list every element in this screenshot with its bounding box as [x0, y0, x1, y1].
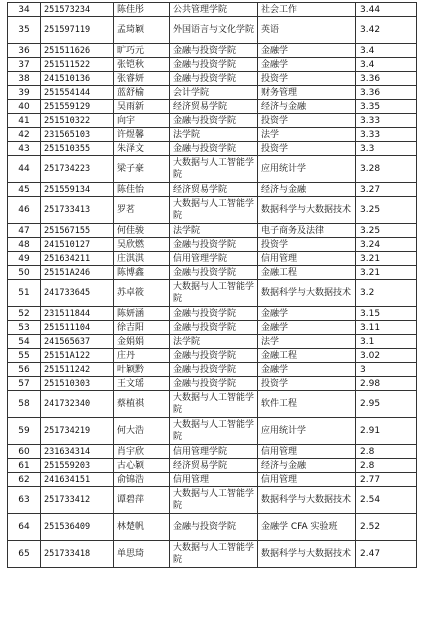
cell-student-name: 王文瑶: [114, 377, 170, 391]
table-row: [8, 72, 417, 86]
cell-score: 3.21: [356, 252, 417, 266]
cell-major: 电子商务及法律: [258, 224, 356, 238]
cell-major: 金融学 CFA 实验班: [258, 514, 356, 541]
cell-score: 2.54: [356, 487, 417, 514]
table-row: [8, 266, 417, 280]
cell-student-id: 241634151: [41, 473, 114, 487]
cell-number: 58: [8, 391, 41, 418]
cell-number: 40: [8, 100, 41, 114]
cell-score: 3.15: [356, 307, 417, 321]
table-row: [8, 86, 417, 100]
cell-student-name: 朱泽文: [114, 142, 170, 156]
table-row: [8, 58, 417, 72]
cell-student-id: 251510322: [41, 114, 114, 128]
cell-student-id: 251511522: [41, 58, 114, 72]
cell-number: 35: [8, 17, 41, 44]
cell-college: 金融与投资学院: [170, 321, 258, 335]
cell-college: 金融与投资学院: [170, 349, 258, 363]
cell-college: 外国语言与文化学院: [170, 17, 258, 44]
table-row: [8, 100, 417, 114]
table-row: [8, 307, 417, 321]
cell-major: 信用管理: [258, 473, 356, 487]
cell-score: 3.25: [356, 197, 417, 224]
cell-score: 2.8: [356, 459, 417, 473]
cell-number: 60: [8, 445, 41, 459]
cell-student-id: 251597119: [41, 17, 114, 44]
cell-college: 金融与投资学院: [170, 114, 258, 128]
cell-student-name: 张铠秋: [114, 58, 170, 72]
cell-student-name: 吴欣燃: [114, 238, 170, 252]
cell-major: 信用管理: [258, 445, 356, 459]
table-row: [8, 44, 417, 58]
cell-student-name: 张睿妍: [114, 72, 170, 86]
cell-college: 金融与投资学院: [170, 58, 258, 72]
cell-number: 52: [8, 307, 41, 321]
table-row: [8, 183, 417, 197]
cell-student-id: 251733418: [41, 541, 114, 568]
cell-number: 63: [8, 487, 41, 514]
cell-number: 64: [8, 514, 41, 541]
table-row: [8, 459, 417, 473]
cell-major: 投资学: [258, 114, 356, 128]
cell-score: 3.02: [356, 349, 417, 363]
cell-student-id: 241510127: [41, 238, 114, 252]
cell-student-name: 许煜馨: [114, 128, 170, 142]
cell-number: 43: [8, 142, 41, 156]
cell-student-name: 陈佳彤: [114, 3, 170, 17]
cell-number: 42: [8, 128, 41, 142]
cell-score: 2.8: [356, 445, 417, 459]
student-ranking-sheet: [7, 2, 417, 568]
cell-college: 大数据与人工智能学院: [170, 156, 258, 183]
cell-college: 大数据与人工智能学院: [170, 541, 258, 568]
cell-college: 大数据与人工智能学院: [170, 280, 258, 307]
cell-number: 44: [8, 156, 41, 183]
cell-student-name: 何佳骏: [114, 224, 170, 238]
cell-student-name: 陈妍涵: [114, 307, 170, 321]
cell-number: 41: [8, 114, 41, 128]
cell-student-id: 25151A246: [41, 266, 114, 280]
cell-number: 51: [8, 280, 41, 307]
cell-student-name: 陈佳怡: [114, 183, 170, 197]
cell-number: 57: [8, 377, 41, 391]
table-row: [8, 514, 417, 541]
cell-college: 金融与投资学院: [170, 238, 258, 252]
cell-number: 34: [8, 3, 41, 17]
cell-major: 软件工程: [258, 391, 356, 418]
cell-score: 3.25: [356, 224, 417, 238]
table-row: [8, 349, 417, 363]
cell-major: 金融学: [258, 58, 356, 72]
cell-score: 2.98: [356, 377, 417, 391]
table-row: [8, 197, 417, 224]
table-row: [8, 114, 417, 128]
cell-student-id: 251559203: [41, 459, 114, 473]
table-row: [8, 280, 417, 307]
cell-student-id: 251573234: [41, 3, 114, 17]
cell-score: 3.24: [356, 238, 417, 252]
cell-major: 经济与金融: [258, 100, 356, 114]
cell-college: 金融与投资学院: [170, 44, 258, 58]
cell-student-id: 241510136: [41, 72, 114, 86]
cell-number: 46: [8, 197, 41, 224]
cell-major: 金融工程: [258, 266, 356, 280]
cell-student-id: 251733413: [41, 197, 114, 224]
cell-student-name: 单思琦: [114, 541, 170, 568]
cell-student-name: 罗茗: [114, 197, 170, 224]
cell-score: 3.2: [356, 280, 417, 307]
cell-score: 2.95: [356, 391, 417, 418]
cell-number: 49: [8, 252, 41, 266]
cell-score: 2.77: [356, 473, 417, 487]
cell-number: 36: [8, 44, 41, 58]
cell-student-name: 庄丹: [114, 349, 170, 363]
table-row: [8, 142, 417, 156]
cell-student-id: 251734223: [41, 156, 114, 183]
table-row: [8, 363, 417, 377]
cell-number: 47: [8, 224, 41, 238]
cell-college: 金融与投资学院: [170, 266, 258, 280]
cell-major: 投资学: [258, 377, 356, 391]
cell-student-name: 叶颖黔: [114, 363, 170, 377]
cell-college: 经济贸易学院: [170, 459, 258, 473]
cell-student-id: 251536409: [41, 514, 114, 541]
cell-student-id: 251559129: [41, 100, 114, 114]
cell-score: 3.28: [356, 156, 417, 183]
cell-student-id: 251511242: [41, 363, 114, 377]
cell-score: 3.11: [356, 321, 417, 335]
cell-college: 金融与投资学院: [170, 142, 258, 156]
table-body: [8, 3, 417, 568]
cell-number: 59: [8, 418, 41, 445]
cell-student-id: 251554144: [41, 86, 114, 100]
cell-student-id: 251734219: [41, 418, 114, 445]
cell-student-id: 251559134: [41, 183, 114, 197]
cell-college: 公共管理学院: [170, 3, 258, 17]
cell-student-id: 25151A122: [41, 349, 114, 363]
cell-number: 65: [8, 541, 41, 568]
cell-major: 英语: [258, 17, 356, 44]
cell-number: 61: [8, 459, 41, 473]
cell-college: 会计学院: [170, 86, 258, 100]
cell-score: 3.36: [356, 72, 417, 86]
cell-major: 应用统计学: [258, 156, 356, 183]
cell-student-id: 231634314: [41, 445, 114, 459]
cell-major: 金融学: [258, 307, 356, 321]
table-row: [8, 377, 417, 391]
cell-college: 金融与投资学院: [170, 72, 258, 86]
cell-college: 大数据与人工智能学院: [170, 391, 258, 418]
cell-student-id: 241733645: [41, 280, 114, 307]
cell-student-id: 231565103: [41, 128, 114, 142]
cell-student-name: 吴雨新: [114, 100, 170, 114]
cell-score: 2.52: [356, 514, 417, 541]
table-row: [8, 541, 417, 568]
table-row: [8, 445, 417, 459]
cell-college: 大数据与人工智能学院: [170, 487, 258, 514]
cell-score: 2.47: [356, 541, 417, 568]
cell-score: 2.91: [356, 418, 417, 445]
cell-student-name: 旷巧元: [114, 44, 170, 58]
cell-major: 数据科学与大数据技术: [258, 197, 356, 224]
cell-number: 55: [8, 349, 41, 363]
cell-college: 金融与投资学院: [170, 307, 258, 321]
cell-student-name: 徐吉阳: [114, 321, 170, 335]
cell-college: 大数据与人工智能学院: [170, 197, 258, 224]
table-row: [8, 473, 417, 487]
cell-student-name: 俞锦浩: [114, 473, 170, 487]
cell-student-name: 孟琦颖: [114, 17, 170, 44]
cell-college: 经济贸易学院: [170, 100, 258, 114]
cell-major: 金融工程: [258, 349, 356, 363]
cell-college: 金融与投资学院: [170, 363, 258, 377]
table-row: [8, 128, 417, 142]
cell-number: 50: [8, 266, 41, 280]
cell-number: 53: [8, 321, 41, 335]
cell-major: 投资学: [258, 238, 356, 252]
cell-major: 经济与金融: [258, 459, 356, 473]
cell-student-name: 古心颖: [114, 459, 170, 473]
table-row: [8, 3, 417, 17]
cell-student-name: 蓝舒榆: [114, 86, 170, 100]
cell-number: 54: [8, 335, 41, 349]
cell-college: 经济贸易学院: [170, 183, 258, 197]
table-row: [8, 321, 417, 335]
cell-student-id: 251510355: [41, 142, 114, 156]
cell-student-id: 251634211: [41, 252, 114, 266]
table-row: [8, 418, 417, 445]
cell-number: 62: [8, 473, 41, 487]
cell-number: 37: [8, 58, 41, 72]
cell-score: 3.4: [356, 58, 417, 72]
table-row: [8, 17, 417, 44]
table-row: [8, 487, 417, 514]
cell-major: 投资学: [258, 72, 356, 86]
cell-score: 3.35: [356, 100, 417, 114]
cell-college: 法学院: [170, 224, 258, 238]
cell-college: 信用管理学院: [170, 445, 258, 459]
cell-major: 金融学: [258, 321, 356, 335]
cell-major: 信用管理: [258, 252, 356, 266]
cell-student-id: 251511626: [41, 44, 114, 58]
cell-student-name: 蔡植祺: [114, 391, 170, 418]
cell-number: 45: [8, 183, 41, 197]
cell-student-name: 梁子豪: [114, 156, 170, 183]
cell-score: 3: [356, 363, 417, 377]
cell-score: 3.33: [356, 114, 417, 128]
cell-score: 3.1: [356, 335, 417, 349]
table-row: [8, 252, 417, 266]
table-row: [8, 391, 417, 418]
cell-score: 3.3: [356, 142, 417, 156]
cell-major: 财务管理: [258, 86, 356, 100]
cell-student-id: 231511844: [41, 307, 114, 321]
cell-college: 大数据与人工智能学院: [170, 418, 258, 445]
cell-student-name: 庄淇淇: [114, 252, 170, 266]
cell-college: 金融与投资学院: [170, 514, 258, 541]
cell-student-id: 241732340: [41, 391, 114, 418]
cell-college: 信用管理学院: [170, 252, 258, 266]
cell-score: 3.33: [356, 128, 417, 142]
cell-major: 法学: [258, 335, 356, 349]
cell-student-name: 向宇: [114, 114, 170, 128]
student-ranking-table: [7, 2, 417, 568]
cell-number: 56: [8, 363, 41, 377]
cell-score: 3.21: [356, 266, 417, 280]
cell-major: 投资学: [258, 142, 356, 156]
cell-number: 48: [8, 238, 41, 252]
cell-major: 经济与金融: [258, 183, 356, 197]
cell-student-name: 谭碧萍: [114, 487, 170, 514]
cell-score: 3.27: [356, 183, 417, 197]
cell-major: 金融学: [258, 363, 356, 377]
cell-major: 数据科学与大数据技术: [258, 541, 356, 568]
cell-college: 信用管理: [170, 473, 258, 487]
cell-score: 3.36: [356, 86, 417, 100]
cell-student-id: 251733412: [41, 487, 114, 514]
cell-number: 38: [8, 72, 41, 86]
cell-student-name: 陈博鑫: [114, 266, 170, 280]
cell-student-id: 251510303: [41, 377, 114, 391]
cell-student-id: 251511104: [41, 321, 114, 335]
cell-college: 法学院: [170, 335, 258, 349]
cell-number: 39: [8, 86, 41, 100]
table-row: [8, 156, 417, 183]
cell-student-name: 肖宇欣: [114, 445, 170, 459]
cell-score: 3.4: [356, 44, 417, 58]
cell-student-id: 241565637: [41, 335, 114, 349]
cell-score: 3.44: [356, 3, 417, 17]
cell-score: 3.42: [356, 17, 417, 44]
table-row: [8, 238, 417, 252]
cell-college: 金融与投资学院: [170, 377, 258, 391]
cell-student-name: 苏卓筱: [114, 280, 170, 307]
cell-student-name: 金娟娟: [114, 335, 170, 349]
cell-major: 应用统计学: [258, 418, 356, 445]
cell-major: 社会工作: [258, 3, 356, 17]
cell-student-name: 林楚帆: [114, 514, 170, 541]
cell-major: 数据科学与大数据技术: [258, 280, 356, 307]
cell-major: 数据科学与大数据技术: [258, 487, 356, 514]
cell-major: 法学: [258, 128, 356, 142]
table-row: [8, 335, 417, 349]
table-row: [8, 224, 417, 238]
cell-student-id: 251567155: [41, 224, 114, 238]
cell-student-name: 何大浩: [114, 418, 170, 445]
cell-major: 金融学: [258, 44, 356, 58]
cell-college: 法学院: [170, 128, 258, 142]
